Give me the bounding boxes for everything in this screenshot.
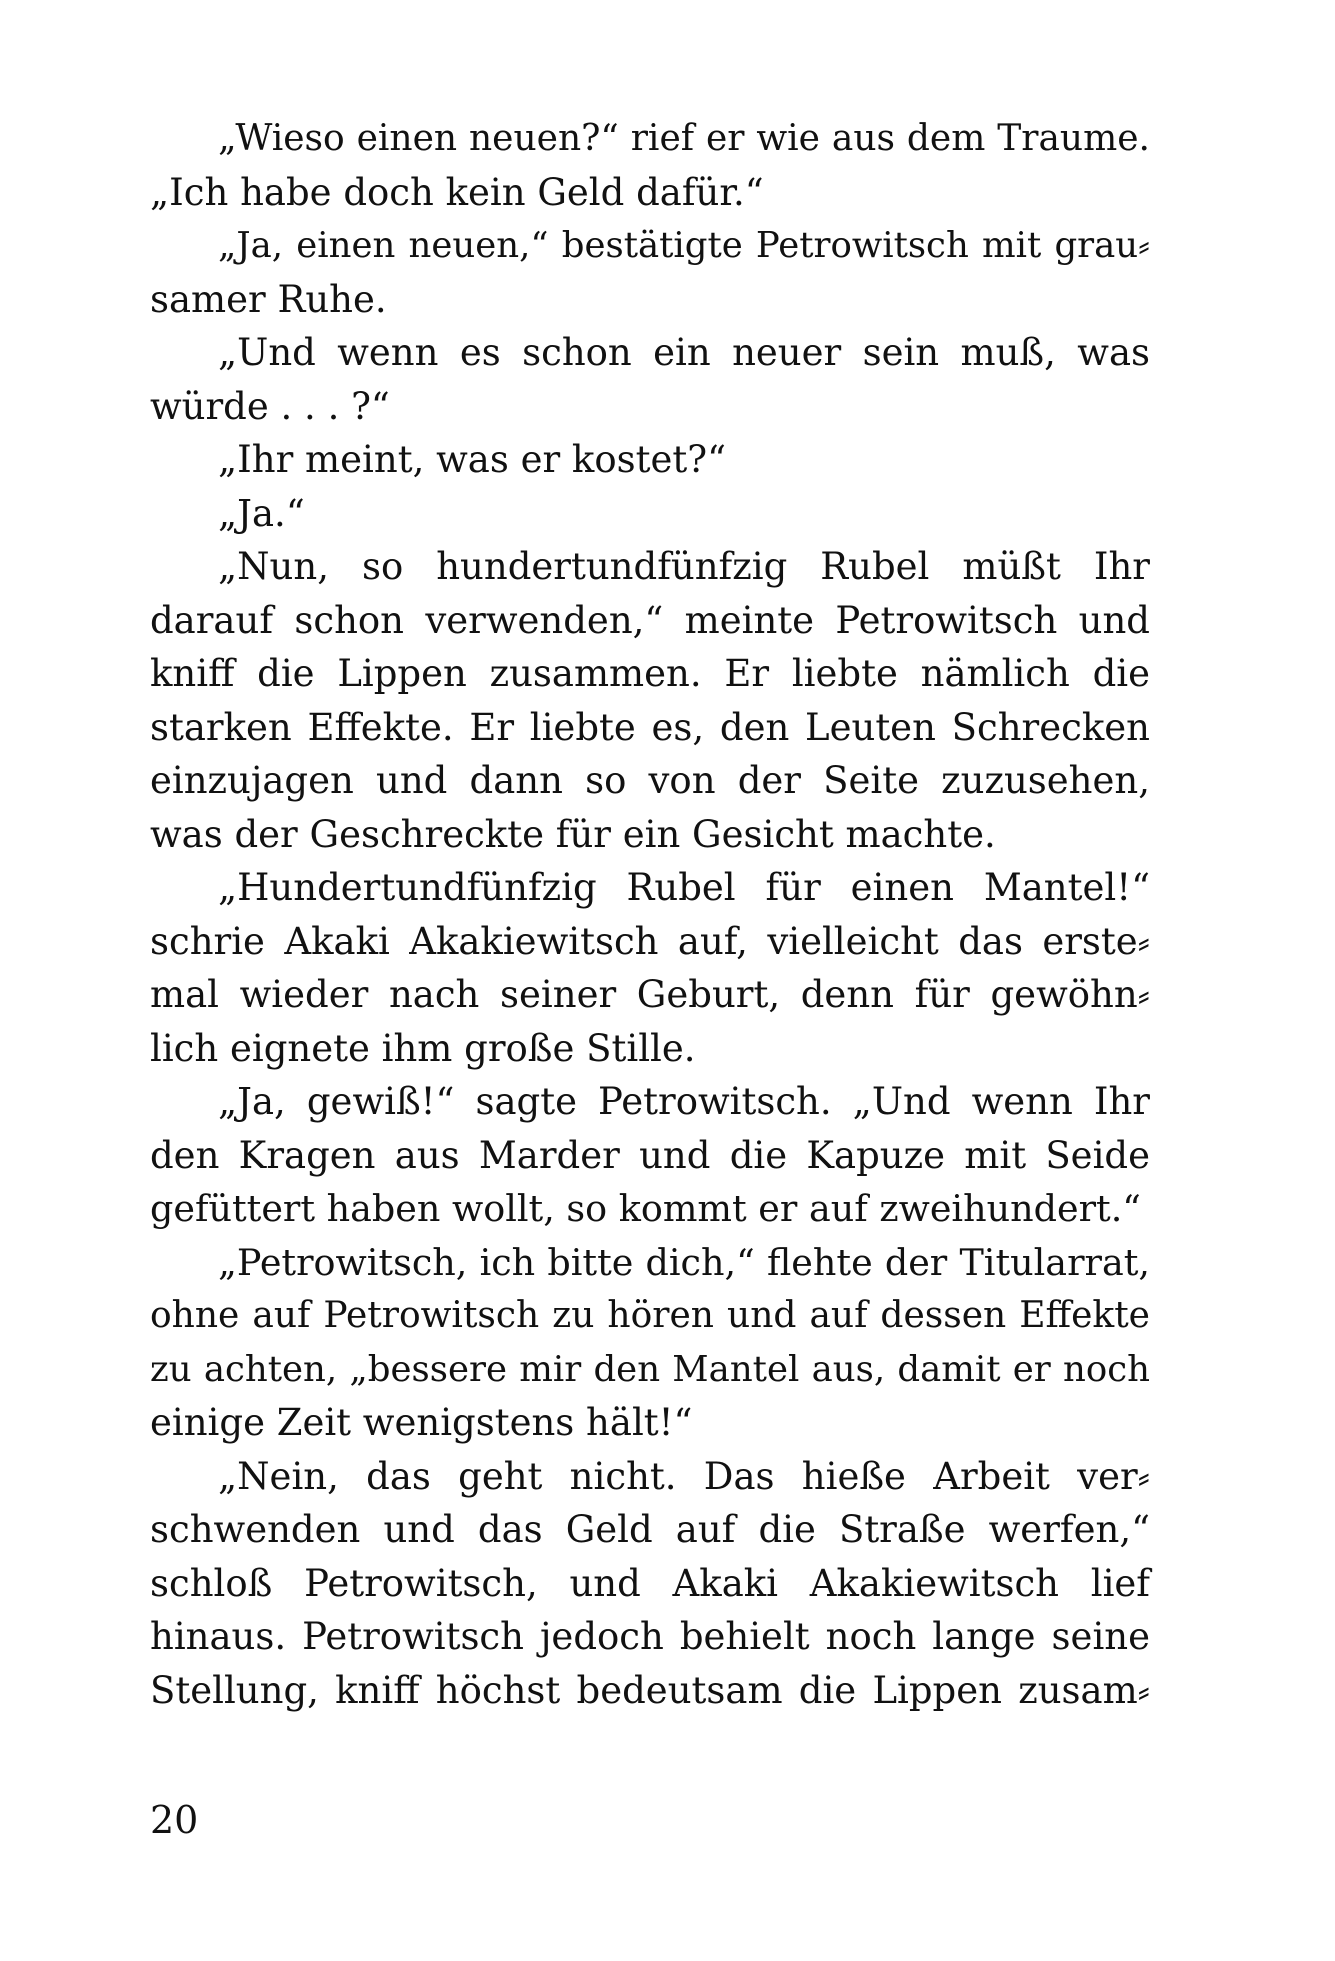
text-line: hinaus. Petrowitsch jedoch behielt noch lange seine: [150, 1615, 1150, 1658]
text-line: „Wieso einen neuen?“ rief er wie aus dem Traume.: [218, 118, 1150, 159]
text-line: lich eignete ihm große Stille.: [150, 1026, 696, 1070]
page-number: 20: [150, 1798, 199, 1842]
text-line: kniff die Lippen zusammen. Er liebte nämlich die: [150, 652, 1150, 695]
text-line: „Nun, so hundertundfünfzig Rubel müßt Ihr: [218, 545, 1150, 588]
text-line: „Ihr meint, was er kostet?“: [218, 438, 726, 481]
text-line: zu achten, „bessere mir den Mantel aus, damit er noch: [150, 1348, 1150, 1390]
text-line: „Und wenn es schon ein neuer sein muß, was: [218, 331, 1150, 374]
text-line: was der Geschreckte für ein Gesicht machte.: [150, 812, 996, 856]
text-line: gefüttert haben wollt, so kommt er auf zweihundert.“: [150, 1187, 1141, 1230]
text-line: „Ich habe doch kein Geld dafür.“: [150, 170, 764, 214]
body-text: [150, 112, 1150, 1717]
text-line: schloß Petrowitsch, und Akaki Akakiewitsch lief: [150, 1561, 1150, 1605]
text-line: „Petrowitsch, ich bitte dich,“ flehte der Titularrat,: [218, 1240, 1150, 1284]
text-line: „Nein, das geht nicht. Das hieße Arbeit ver⸗: [218, 1454, 1150, 1498]
text-line: schwenden und das Geld auf die Straße werfen,“: [150, 1508, 1150, 1551]
text-line: würde . . . ?“: [150, 384, 390, 428]
text-line: „Hundertundfünfzig Rubel für einen Mantel!“: [218, 866, 1150, 909]
text-line: samer Ruhe.: [150, 277, 387, 321]
text-line: mal wieder nach seiner Geburt, denn für gewöhn⸗: [150, 973, 1150, 1016]
text-line: „Ja, einen neuen,“ bestätigte Petrowitsch mit grau⸗: [218, 225, 1150, 266]
text-line: einzujagen und dann so von der Seite zuzusehen,: [150, 759, 1150, 802]
text-line: den Kragen aus Marder und die Kapuze mit Seide: [150, 1133, 1150, 1177]
text-line: „Ja, gewiß!“ sagte Petrowitsch. „Und wenn Ihr: [218, 1080, 1150, 1123]
text-line: darauf schon verwenden,“ meinte Petrowitsch und: [150, 598, 1150, 642]
text-line: ohne auf Petrowitsch zu hören und auf dessen Effekte: [150, 1295, 1150, 1336]
text-line: Stellung, kniff höchst bedeutsam die Lippen zusam⸗: [150, 1668, 1150, 1712]
text-line: „Ja.“: [218, 491, 305, 535]
text-line: schrie Akaki Akakiewitsch auf, vielleicht das erste⸗: [150, 919, 1150, 963]
text-line: einige Zeit wenigstens hält!“: [150, 1401, 693, 1444]
text-line: starken Effekte. Er liebte es, den Leuten Schrecken: [150, 705, 1150, 749]
